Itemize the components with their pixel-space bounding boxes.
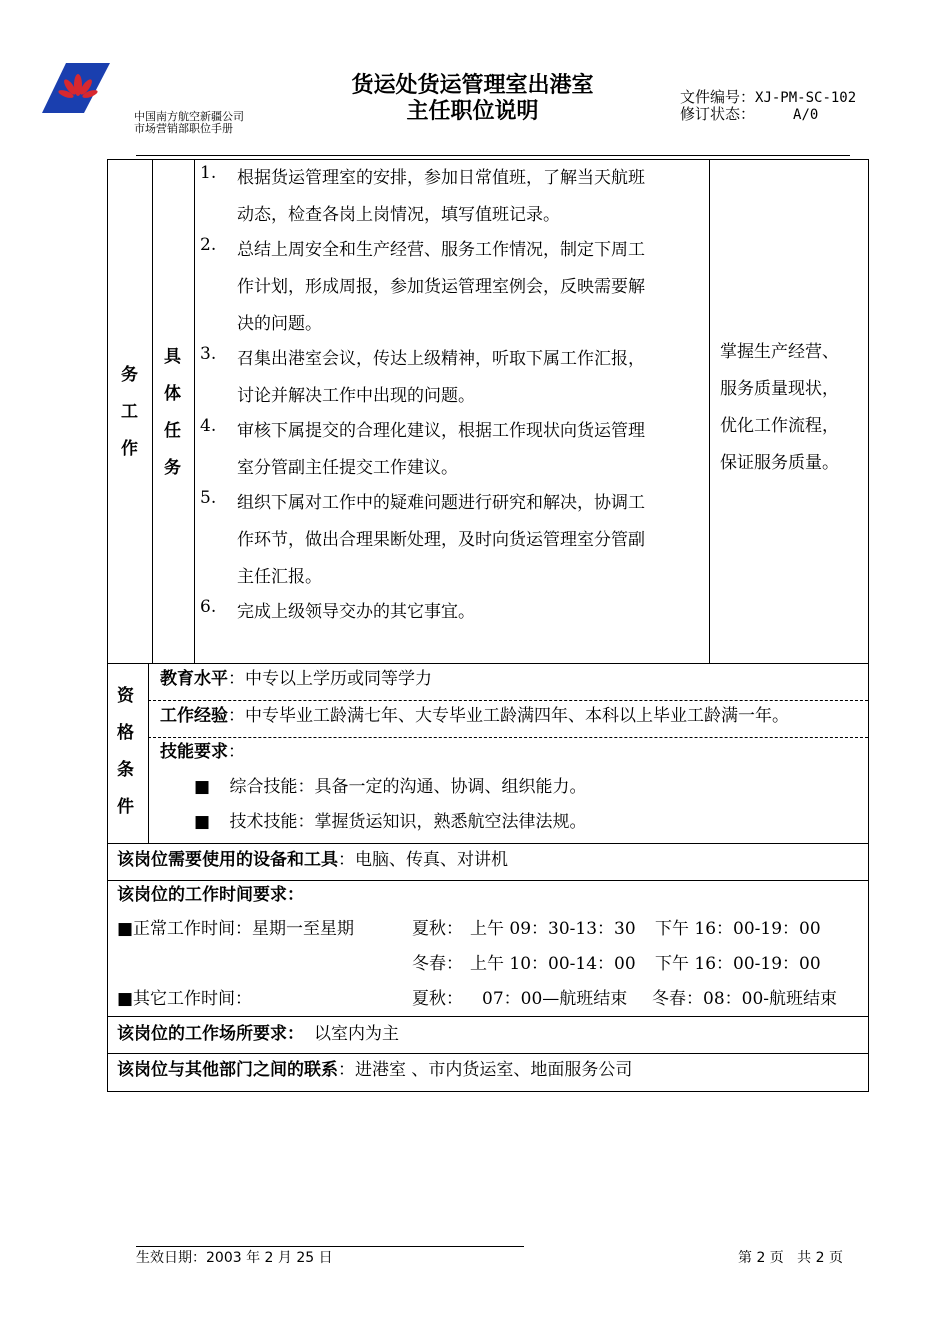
goal-line: 优化工作流程，: [720, 416, 839, 436]
task-number: 2.: [200, 235, 217, 255]
skills-colon: ：: [228, 742, 245, 762]
goal-line: 服务质量现状，: [720, 379, 839, 399]
workplace-row: [117, 1024, 399, 1044]
summer-label: 夏秋：: [412, 919, 463, 939]
goal-line: 掌握生产经营、: [720, 342, 839, 362]
other-summer-label: 夏秋：: [412, 989, 463, 1009]
dashed-divider: [148, 700, 868, 701]
header-rule: [136, 155, 850, 156]
section-label-char: 资: [117, 686, 134, 706]
task-number: 3.: [200, 344, 217, 364]
company-name: 中国南方航空新疆公司: [134, 110, 244, 123]
section-label-char: 格: [117, 723, 134, 743]
section-label-char: 作: [121, 439, 138, 459]
revision-status: [680, 105, 818, 124]
task-text: 完成上级领导交办的其它事宜。: [237, 602, 475, 622]
equipment-value: ：电脑、传真、对讲机: [338, 850, 508, 870]
goal-line: 保证服务质量。: [720, 453, 839, 473]
relations-label: 该岗位与其他部门之间的联系: [117, 1060, 338, 1080]
skill-item: [194, 777, 586, 797]
section-label-char: 条: [117, 760, 134, 780]
table-left-border: [107, 159, 108, 1091]
task-text: 作计划，形成周报，参加货运管理室例会，反映需要解: [237, 277, 645, 297]
normal-summer-am: 上午 09：30-13：30: [470, 919, 636, 939]
sub-label-char: 务: [164, 458, 181, 478]
normal-winter-pm: 下午 16：00-19：00: [655, 954, 821, 974]
workplace-label: 该岗位的工作场所要求：: [117, 1024, 304, 1044]
equipment-label: 该岗位需要使用的设备和工具: [117, 850, 338, 870]
education-value: ：中专以上学历或同等学力: [228, 669, 432, 689]
sub-label-char: 具: [164, 347, 181, 367]
task-text: 根据货运管理室的安排，参加日常值班，了解当天航班: [237, 168, 645, 188]
skills-label: 技能要求: [160, 742, 228, 762]
row-divider: [107, 880, 869, 881]
table-top-border: [107, 159, 869, 160]
section-label-char: 务: [121, 365, 138, 385]
skill-text: 技术技能：掌握货运知识，熟悉航空法律法规。: [229, 812, 587, 832]
task-number: 6.: [200, 597, 217, 617]
task-number: 1.: [200, 163, 217, 183]
sub-label-char: 任: [164, 421, 181, 441]
doc-number-value: XJ-PM-SC-102: [755, 90, 857, 106]
col-divider: [148, 663, 149, 843]
table-right-border: [868, 159, 869, 1091]
page-subtitle: 主任职位说明: [406, 99, 539, 124]
section-label-char: 工: [121, 402, 138, 422]
col-divider: [194, 159, 195, 663]
bullet-icon: ■: [194, 812, 211, 832]
task-text: 决的问题。: [237, 314, 322, 334]
company-logo: [42, 63, 110, 113]
normal-winter-am: 上午 10：00-14：00: [470, 954, 636, 974]
sub-label-char: 体: [164, 384, 181, 404]
revision-value: A/0: [793, 107, 819, 123]
skill-text: 综合技能：具备一定的沟通、协调、组织能力。: [229, 777, 587, 797]
experience-requirement: [160, 706, 789, 726]
task-text: 讨论并解决工作中出现的问题。: [237, 386, 475, 406]
row-divider: [107, 1053, 869, 1054]
experience-label: 工作经验: [160, 706, 228, 726]
task-text: 组织下属对工作中的疑难问题进行研究和解决，协调工: [237, 493, 645, 513]
dashed-divider: [148, 737, 868, 738]
task-text: 室分管副主任提交工作建议。: [237, 458, 458, 478]
normal-time-label: ■正常工作时间：星期一至星期: [117, 919, 355, 939]
relations-row: [117, 1060, 632, 1080]
equipment-row: [117, 850, 508, 870]
row-divider: [107, 663, 869, 664]
row-divider: [107, 1016, 869, 1017]
col-divider: [709, 159, 710, 663]
effective-date: 生效日期：2003 年 2 月 25 日: [136, 1250, 333, 1266]
footer-rule: [136, 1246, 524, 1247]
skills-requirement: [160, 742, 245, 762]
winter-label: 冬春：: [412, 954, 463, 974]
task-text: 总结上周安全和生产经营、服务工作情况，制定下周工: [237, 240, 645, 260]
task-number: 4.: [200, 416, 217, 436]
task-text: 主任汇报。: [237, 567, 322, 587]
col-divider: [152, 159, 153, 663]
other-winter-time: 冬春：08：00-航班结束: [652, 989, 838, 1009]
work-time-label: 该岗位的工作时间要求：: [117, 885, 304, 905]
page-number: 第 2 页 共 2 页: [738, 1250, 843, 1266]
row-divider: [107, 843, 869, 844]
workplace-value: 以室内为主: [314, 1024, 399, 1044]
bullet-icon: ■: [194, 777, 211, 797]
skill-item: [194, 812, 586, 832]
section-label-char: 件: [117, 797, 134, 817]
task-text: 作环节，做出合理果断处理，及时向货运管理室分管副: [237, 530, 645, 550]
normal-summer-pm: 下午 16：00-19：00: [655, 919, 821, 939]
other-summer-time: 07：00—航班结束: [482, 989, 628, 1009]
education-requirement: [160, 669, 432, 689]
task-text: 动态，检查各岗上岗情况，填写值班记录。: [237, 205, 560, 225]
task-number: 5.: [200, 488, 217, 508]
manual-name: 市场营销部职位手册: [134, 122, 233, 135]
relations-value: ：进港室 、市内货运室、地面服务公司: [338, 1060, 633, 1080]
task-text: 召集出港室会议，传达上级精神，听取下属工作汇报，: [237, 349, 645, 369]
page-title: 货运处货运管理室出港室: [351, 73, 594, 98]
table-bottom-border: [107, 1091, 869, 1092]
revision-label: 修订状态：: [680, 105, 756, 123]
task-text: 审核下属提交的合理化建议，根据工作现状向货运管理: [237, 421, 645, 441]
experience-value: ：中专毕业工龄满七年、大专毕业工龄满四年、本科以上毕业工龄满一年。: [228, 706, 789, 726]
education-label: 教育水平: [160, 669, 228, 689]
other-time-label: ■其它工作时间：: [117, 989, 253, 1009]
doc-number-label: 文件编号：: [680, 88, 756, 106]
